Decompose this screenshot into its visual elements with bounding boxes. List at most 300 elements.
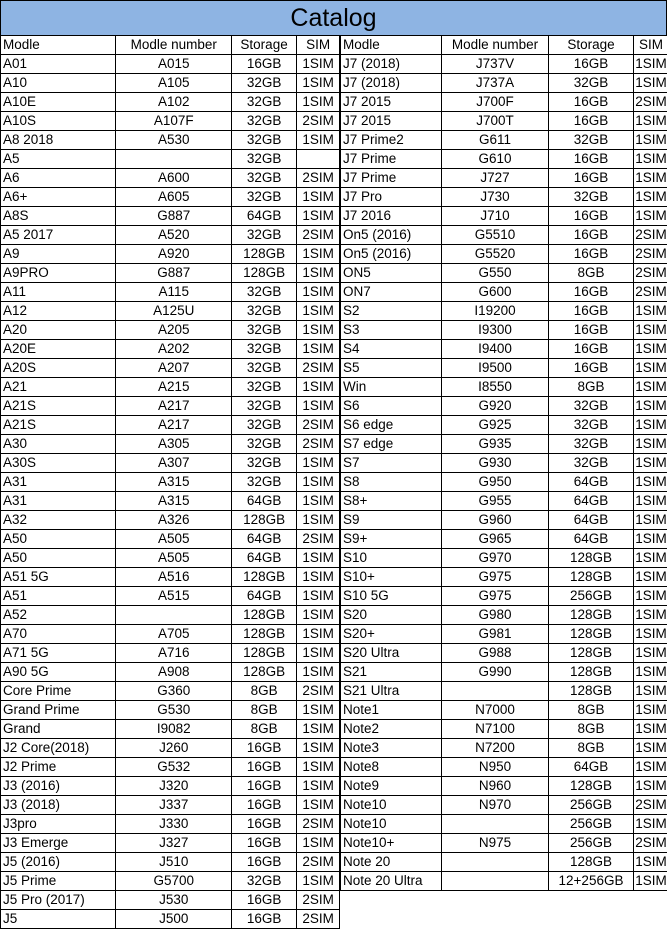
- cell-model: S20 Ultra: [341, 644, 442, 663]
- cell-model-number: [116, 606, 231, 625]
- cell-storage: 128GB: [549, 853, 634, 872]
- cell-model-number: G960: [442, 511, 549, 530]
- table-row: [1, 169, 340, 188]
- cell-model: J5 Prime: [1, 872, 116, 891]
- cell-model: J7 Pro: [341, 188, 442, 207]
- cell-storage: 128GB: [231, 606, 296, 625]
- cell-model: A8S: [1, 207, 116, 226]
- cell-model: J3 (2016): [1, 777, 116, 796]
- table-row: [1, 492, 340, 511]
- cell-model: S20: [341, 606, 442, 625]
- cell-storage: 16GB: [231, 796, 296, 815]
- cell-sim: 2SIM: [634, 264, 667, 283]
- cell-model-number: N7200: [442, 739, 549, 758]
- cell-model: A20E: [1, 340, 116, 359]
- cell-model-number: A605: [116, 188, 231, 207]
- cell-model: J3pro: [1, 815, 116, 834]
- cell-sim: 1SIM: [297, 872, 340, 891]
- table-row: [341, 587, 667, 606]
- cell-sim: 1SIM: [634, 568, 667, 587]
- cell-model: Grand: [1, 720, 116, 739]
- cell-sim: 2SIM: [297, 530, 340, 549]
- cell-sim: 2SIM: [634, 283, 667, 302]
- cell-model: Note 20: [341, 853, 442, 872]
- cell-model: A21S: [1, 397, 116, 416]
- cell-model-number: J700T: [442, 112, 549, 131]
- cell-storage: 32GB: [231, 150, 296, 169]
- cell-storage: 32GB: [231, 397, 296, 416]
- catalog-table-left: [0, 35, 340, 929]
- cell-storage: 256GB: [549, 834, 634, 853]
- cell-storage: 16GB: [549, 93, 634, 112]
- cell-sim: 1SIM: [634, 359, 667, 378]
- cell-model: J2 Prime: [1, 758, 116, 777]
- cell-storage: 128GB: [231, 264, 296, 283]
- table-row: [341, 150, 667, 169]
- cell-model: Note9: [341, 777, 442, 796]
- cell-storage: 16GB: [549, 283, 634, 302]
- cell-model-number: G530: [116, 701, 231, 720]
- cell-storage: 128GB: [231, 663, 296, 682]
- table-row: [341, 853, 667, 872]
- cell-sim: 1SIM: [297, 454, 340, 473]
- table-row: [1, 340, 340, 359]
- cell-storage: 64GB: [549, 530, 634, 549]
- table-row: [341, 625, 667, 644]
- cell-model: A30S: [1, 454, 116, 473]
- cell-storage: 64GB: [231, 207, 296, 226]
- table-row: [1, 188, 340, 207]
- cell-sim: 1SIM: [634, 739, 667, 758]
- cell-storage: 16GB: [549, 359, 634, 378]
- cell-sim: 1SIM: [297, 188, 340, 207]
- table-row: [1, 150, 340, 169]
- cell-model: A31: [1, 473, 116, 492]
- table-row: [1, 74, 340, 93]
- cell-storage: 16GB: [549, 321, 634, 340]
- cell-model: S20+: [341, 625, 442, 644]
- cell-model: A31: [1, 492, 116, 511]
- cell-storage: 64GB: [549, 511, 634, 530]
- cell-sim: 2SIM: [297, 112, 340, 131]
- cell-sim: 1SIM: [634, 530, 667, 549]
- cell-sim: 1SIM: [297, 568, 340, 587]
- cell-model: Note10+: [341, 834, 442, 853]
- cell-storage: 32GB: [549, 416, 634, 435]
- cell-model-number: A307: [116, 454, 231, 473]
- cell-sim: 1SIM: [634, 188, 667, 207]
- cell-sim: 1SIM: [297, 340, 340, 359]
- cell-storage: 256GB: [549, 796, 634, 815]
- table-row: [1, 891, 340, 910]
- cell-storage: 32GB: [231, 302, 296, 321]
- cell-storage: 32GB: [549, 397, 634, 416]
- table-row: [341, 606, 667, 625]
- cell-storage: 16GB: [231, 777, 296, 796]
- cell-model: ON7: [341, 283, 442, 302]
- cell-model: J3 Emerge: [1, 834, 116, 853]
- cell-model: A9: [1, 245, 116, 264]
- cell-model: A20: [1, 321, 116, 340]
- cell-model-number: N7000: [442, 701, 549, 720]
- cell-model-number: J737V: [442, 55, 549, 74]
- cell-model-number: [442, 682, 549, 701]
- cell-storage: 128GB: [231, 625, 296, 644]
- cell-model: A70: [1, 625, 116, 644]
- cell-storage: 32GB: [231, 435, 296, 454]
- table-row: [341, 796, 667, 815]
- cell-model-number: A125U: [116, 302, 231, 321]
- cell-model-number: A908: [116, 663, 231, 682]
- cell-storage: 16GB: [231, 739, 296, 758]
- cell-model-number: J700F: [442, 93, 549, 112]
- cell-model: A10: [1, 74, 116, 93]
- table-row: [341, 530, 667, 549]
- table-row: [341, 340, 667, 359]
- cell-sim: 1SIM: [297, 587, 340, 606]
- table-row: [1, 473, 340, 492]
- cell-storage: 64GB: [231, 492, 296, 511]
- cell-model: A71 5G: [1, 644, 116, 663]
- table-row: [341, 473, 667, 492]
- cell-model: A21: [1, 378, 116, 397]
- cell-model: A30: [1, 435, 116, 454]
- cell-model: S3: [341, 321, 442, 340]
- table-row: [341, 739, 667, 758]
- cell-sim: 1SIM: [297, 625, 340, 644]
- cell-model: Note8: [341, 758, 442, 777]
- table-row: [1, 454, 340, 473]
- table-row: [1, 93, 340, 112]
- cell-model-number: J730: [442, 188, 549, 207]
- cell-sim: 1SIM: [634, 701, 667, 720]
- table-row: [1, 644, 340, 663]
- cell-sim: 1SIM: [297, 663, 340, 682]
- table-row: [341, 131, 667, 150]
- cell-storage: 32GB: [231, 340, 296, 359]
- cell-model: J5 Pro (2017): [1, 891, 116, 910]
- cell-model-number: I8550: [442, 378, 549, 397]
- table-row: [1, 815, 340, 834]
- cell-model-number: A015: [116, 55, 231, 74]
- cell-model: S6 edge: [341, 416, 442, 435]
- cell-model-number: A105: [116, 74, 231, 93]
- cell-sim: 1SIM: [297, 131, 340, 150]
- cell-storage: 32GB: [549, 188, 634, 207]
- cell-storage: 128GB: [549, 777, 634, 796]
- cell-model: S9: [341, 511, 442, 530]
- cell-sim: 1SIM: [297, 245, 340, 264]
- cell-model: On5 (2016): [341, 245, 442, 264]
- cell-model-number: I9082: [116, 720, 231, 739]
- table-row: [341, 55, 667, 74]
- table-row: [341, 359, 667, 378]
- cell-model-number: I9400: [442, 340, 549, 359]
- cell-sim: 1SIM: [297, 796, 340, 815]
- cell-model: J7 2015: [341, 112, 442, 131]
- cell-model: S6: [341, 397, 442, 416]
- cell-model-number: G920: [442, 397, 549, 416]
- cell-sim: 1SIM: [297, 606, 340, 625]
- cell-model: A51: [1, 587, 116, 606]
- cell-model-number: G887: [116, 207, 231, 226]
- cell-storage: 128GB: [549, 682, 634, 701]
- cell-sim: 1SIM: [634, 511, 667, 530]
- table-row: [1, 530, 340, 549]
- header-sim: SIM: [297, 36, 340, 55]
- table-row: [341, 397, 667, 416]
- cell-model: Note 20 Ultra: [341, 872, 442, 891]
- table-row: [341, 93, 667, 112]
- table-row: [1, 131, 340, 150]
- cell-sim: 2SIM: [297, 435, 340, 454]
- cell-sim: 2SIM: [634, 93, 667, 112]
- cell-model: J5 (2016): [1, 853, 116, 872]
- cell-sim: 1SIM: [297, 397, 340, 416]
- cell-model-number: A217: [116, 416, 231, 435]
- table-row: [341, 74, 667, 93]
- cell-model-number: G360: [116, 682, 231, 701]
- cell-storage: 8GB: [231, 682, 296, 701]
- cell-model: S10+: [341, 568, 442, 587]
- cell-sim: 1SIM: [297, 283, 340, 302]
- table-row: [1, 701, 340, 720]
- cell-sim: 1SIM: [297, 74, 340, 93]
- table-row: [341, 511, 667, 530]
- table-row: [341, 492, 667, 511]
- cell-sim: 1SIM: [634, 644, 667, 663]
- cell-storage: 32GB: [231, 93, 296, 112]
- catalog-title: Catalog: [0, 0, 667, 36]
- cell-sim: 1SIM: [297, 55, 340, 74]
- cell-sim: 1SIM: [297, 834, 340, 853]
- cell-storage: 16GB: [549, 245, 634, 264]
- cell-model-number: [116, 150, 231, 169]
- table-row: [1, 625, 340, 644]
- cell-sim: 1SIM: [634, 625, 667, 644]
- cell-storage: 16GB: [231, 910, 296, 929]
- cell-model-number: A215: [116, 378, 231, 397]
- cell-storage: 32GB: [231, 74, 296, 93]
- cell-model-number: J737A: [442, 74, 549, 93]
- cell-sim: 1SIM: [634, 720, 667, 739]
- table-row: [1, 777, 340, 796]
- cell-storage: 256GB: [549, 587, 634, 606]
- cell-storage: 64GB: [549, 492, 634, 511]
- cell-model-number: A520: [116, 226, 231, 245]
- cell-model: S4: [341, 340, 442, 359]
- cell-model-number: A205: [116, 321, 231, 340]
- cell-sim: 1SIM: [634, 416, 667, 435]
- cell-model-number: G887: [116, 264, 231, 283]
- table-row: [1, 207, 340, 226]
- cell-model-number: J727: [442, 169, 549, 188]
- cell-storage: 16GB: [231, 758, 296, 777]
- cell-model-number: A705: [116, 625, 231, 644]
- cell-model-number: G950: [442, 473, 549, 492]
- cell-model-number: G980: [442, 606, 549, 625]
- catalog-table-right: [340, 35, 667, 891]
- cell-storage: 64GB: [231, 587, 296, 606]
- table-row: [1, 663, 340, 682]
- table-row: [1, 112, 340, 131]
- cell-sim: 1SIM: [297, 739, 340, 758]
- cell-model: A9PRO: [1, 264, 116, 283]
- table-row: [1, 511, 340, 530]
- table-row: [1, 55, 340, 74]
- cell-sim: 1SIM: [297, 492, 340, 511]
- cell-model-number: N960: [442, 777, 549, 796]
- cell-model: J7 (2018): [341, 74, 442, 93]
- table-row: [1, 397, 340, 416]
- table-row: [341, 302, 667, 321]
- table-row: [341, 758, 667, 777]
- cell-model-number: G550: [442, 264, 549, 283]
- cell-model: A52: [1, 606, 116, 625]
- cell-storage: 16GB: [549, 55, 634, 74]
- cell-sim: 2SIM: [297, 416, 340, 435]
- cell-sim: 1SIM: [634, 302, 667, 321]
- table-row: [341, 283, 667, 302]
- cell-model: S21: [341, 663, 442, 682]
- table-row: [1, 682, 340, 701]
- cell-sim: 1SIM: [634, 492, 667, 511]
- cell-model-number: A600: [116, 169, 231, 188]
- cell-model: J7 2015: [341, 93, 442, 112]
- cell-sim: 1SIM: [634, 207, 667, 226]
- cell-model: A8 2018: [1, 131, 116, 150]
- cell-storage: 32GB: [231, 112, 296, 131]
- cell-storage: 8GB: [231, 720, 296, 739]
- cell-sim: 2SIM: [297, 682, 340, 701]
- cell-model: A11: [1, 283, 116, 302]
- header-row: [341, 36, 667, 55]
- cell-storage: 8GB: [549, 739, 634, 758]
- cell-model-number: A315: [116, 492, 231, 511]
- table-row: [1, 549, 340, 568]
- cell-storage: 16GB: [549, 226, 634, 245]
- cell-model-number: G955: [442, 492, 549, 511]
- cell-storage: 32GB: [231, 283, 296, 302]
- cell-model: S7 edge: [341, 435, 442, 454]
- cell-model-number: G975: [442, 587, 549, 606]
- cell-model: A10S: [1, 112, 116, 131]
- cell-sim: 1SIM: [634, 872, 667, 891]
- cell-model-number: A505: [116, 549, 231, 568]
- cell-sim: 1SIM: [634, 378, 667, 397]
- cell-model: J3 (2018): [1, 796, 116, 815]
- table-row: [1, 283, 340, 302]
- cell-model: Win: [341, 378, 442, 397]
- cell-model-number: A716: [116, 644, 231, 663]
- cell-sim: 1SIM: [634, 606, 667, 625]
- cell-model: A6: [1, 169, 116, 188]
- table-row: [1, 910, 340, 929]
- table-row: [1, 226, 340, 245]
- cell-model-number: N970: [442, 796, 549, 815]
- cell-sim: 2SIM: [297, 891, 340, 910]
- table-row: [341, 549, 667, 568]
- table-row: [1, 720, 340, 739]
- cell-model: J7 (2018): [341, 55, 442, 74]
- header-sim: SIM: [634, 36, 667, 55]
- cell-sim: 1SIM: [297, 207, 340, 226]
- cell-model-number: J327: [116, 834, 231, 853]
- cell-storage: 8GB: [549, 720, 634, 739]
- cell-model: Note2: [341, 720, 442, 739]
- header-storage: Storage: [549, 36, 634, 55]
- cell-sim: 1SIM: [297, 701, 340, 720]
- table-row: [341, 264, 667, 283]
- cell-model: A20S: [1, 359, 116, 378]
- cell-sim: 2SIM: [297, 815, 340, 834]
- cell-model-number: G5520: [442, 245, 549, 264]
- table-row: [1, 758, 340, 777]
- cell-model-number: G5510: [442, 226, 549, 245]
- table-row: [341, 378, 667, 397]
- cell-sim: 1SIM: [297, 758, 340, 777]
- cell-model-number: A505: [116, 530, 231, 549]
- cell-model: J7 Prime: [341, 169, 442, 188]
- cell-sim: 1SIM: [297, 264, 340, 283]
- cell-storage: 128GB: [549, 568, 634, 587]
- cell-storage: 64GB: [549, 473, 634, 492]
- cell-model-number: A516: [116, 568, 231, 587]
- cell-storage: 128GB: [231, 644, 296, 663]
- cell-storage: 32GB: [231, 359, 296, 378]
- table-row: [1, 302, 340, 321]
- cell-storage: 32GB: [231, 188, 296, 207]
- table-row: [341, 872, 667, 891]
- cell-sim: 2SIM: [297, 359, 340, 378]
- cell-model-number: N950: [442, 758, 549, 777]
- table-row: [1, 435, 340, 454]
- cell-model: S21 Ultra: [341, 682, 442, 701]
- cell-storage: 128GB: [549, 663, 634, 682]
- cell-storage: 16GB: [231, 815, 296, 834]
- cell-model-number: J510: [116, 853, 231, 872]
- cell-model-number: A326: [116, 511, 231, 530]
- cell-model-number: J530: [116, 891, 231, 910]
- cell-model: J7 2016: [341, 207, 442, 226]
- cell-model: A6+: [1, 188, 116, 207]
- cell-model: S8: [341, 473, 442, 492]
- cell-model: A5 2017: [1, 226, 116, 245]
- cell-sim: 1SIM: [297, 720, 340, 739]
- table-row: [1, 321, 340, 340]
- cell-model: A90 5G: [1, 663, 116, 682]
- cell-model: Note10: [341, 796, 442, 815]
- cell-model-number: J710: [442, 207, 549, 226]
- cell-model: A51 5G: [1, 568, 116, 587]
- cell-model: S5: [341, 359, 442, 378]
- cell-model-number: A530: [116, 131, 231, 150]
- cell-model-number: A305: [116, 435, 231, 454]
- table-row: [1, 796, 340, 815]
- cell-sim: 1SIM: [634, 682, 667, 701]
- cell-sim: 1SIM: [634, 587, 667, 606]
- cell-model-number: G611: [442, 131, 549, 150]
- cell-storage: 12+256GB: [549, 872, 634, 891]
- cell-sim: 2SIM: [634, 226, 667, 245]
- table-row: [341, 207, 667, 226]
- cell-sim: 1SIM: [634, 169, 667, 188]
- cell-storage: 32GB: [549, 435, 634, 454]
- cell-storage: 8GB: [549, 701, 634, 720]
- cell-model-number: N7100: [442, 720, 549, 739]
- cell-storage: 32GB: [231, 454, 296, 473]
- cell-model-number: I19200: [442, 302, 549, 321]
